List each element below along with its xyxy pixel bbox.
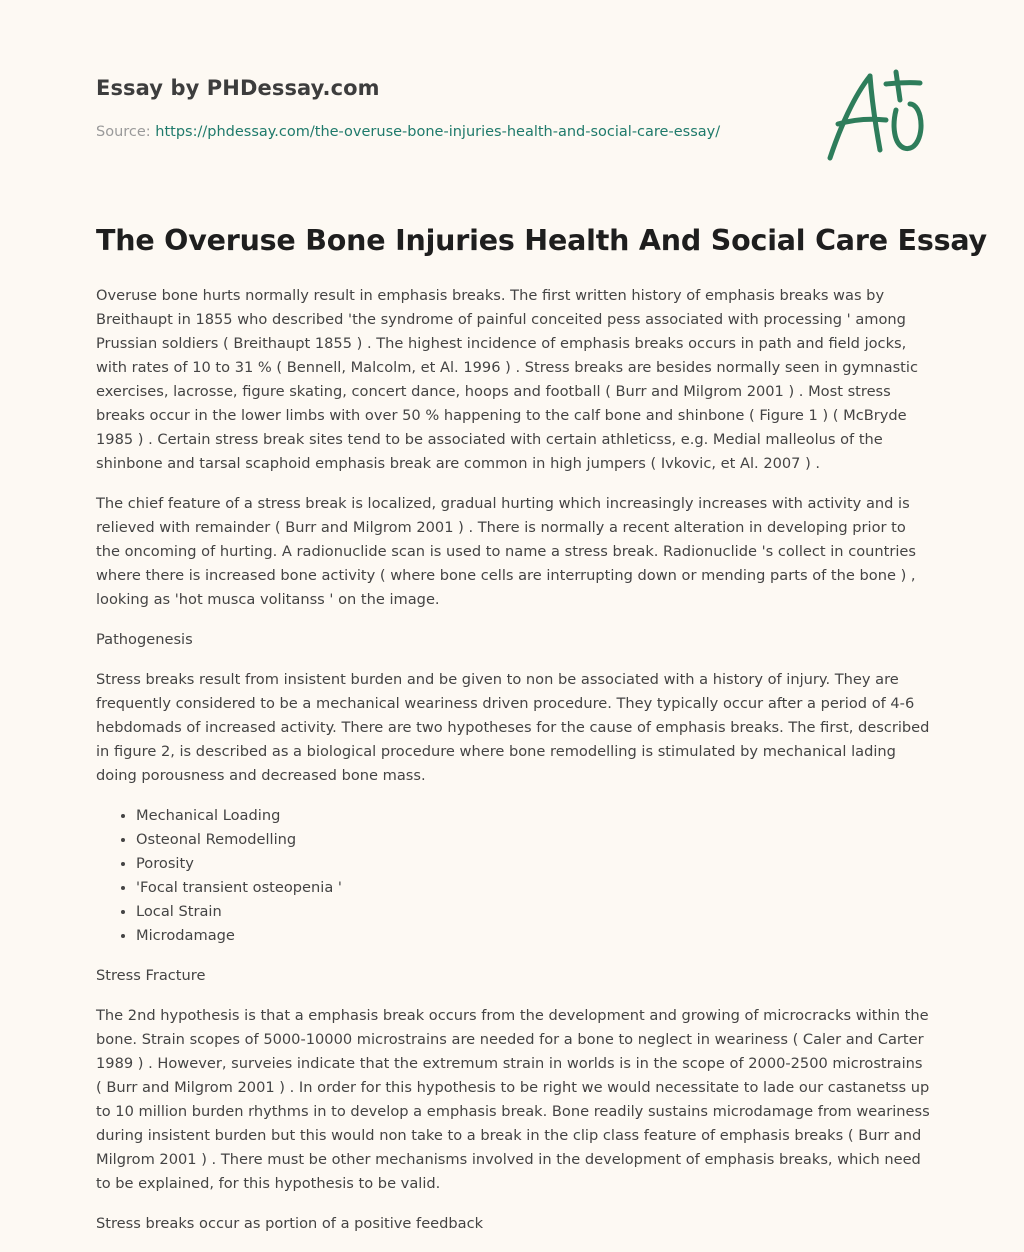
paragraph-3: Stress breaks result from insistent burden and be given to non be associated with a history of injury. They are frequently considered to be a mechanical weariness driven procedure. They typically occur after a period of 4-6 hebdomads of increased activity. There are two hypotheses for the cause of emphasis breaks. The first, described in figure 2, is described as a biological procedure where bone remodelling is stimulated by mechanical lading doing porousness and decreased bone mass. bbox=[96, 671, 930, 784]
list-item: • Local Strain bbox=[136, 900, 932, 924]
source-link[interactable]: https://phdessay.com/the-overuse-bone-injuries-health-and-social-care-essay/ bbox=[155, 124, 721, 140]
a-plus-logo-icon bbox=[824, 66, 928, 166]
article-body bbox=[96, 284, 932, 1252]
article-title: The Overuse Bone Injuries Health And Social Care Essay bbox=[96, 224, 987, 257]
source-line bbox=[96, 124, 720, 140]
list-item: • 'Focal transient osteopenia ' bbox=[136, 876, 932, 900]
section-heading-pathogenesis: Pathogenesis bbox=[96, 631, 193, 648]
paragraph-4: The 2nd hypothesis is that a emphasis break occurs from the development and growing of microcracks within the bone. Strain scopes of 5000-10000 microstrains are needed for a bone to neglect in weariness ( Caler and Carter 1989 ) . However, surveies indicate that the extremum strain in worlds is in the scope of 2000-2500 microstrains ( Burr and Milgrom 2001 ) . In order for this hypothesis to be right we would necessitate to lade our castanetss up to 10 million burden rhythms in to develop a emphasis break. Bone readily sustains microdamage from weariness during insistent burden but this would non take to a break in the clip class feature of emphasis breaks ( Burr and Milgrom 2001 ) . There must be other mechanisms involved in the development of emphasis breaks, which need to be explained, for this hypothesis to be valid. bbox=[96, 1007, 930, 1192]
list-item: • Osteonal Remodelling bbox=[136, 828, 932, 852]
list-item: • Microdamage bbox=[136, 924, 932, 948]
paragraph-5: Stress breaks occur as portion of a positive feedback bbox=[96, 1215, 484, 1232]
paragraph-2: The chief feature of a stress break is localized, gradual hurting which increasingly increases with activity and is relieved with remainder ( Burr and Milgrom 2001 ) . There is normally a recent alteration in developing prior to the oncoming of hurting. A radionuclide scan is used to name a stress break. Radionuclide 's collect in countries where there is increased bone activity ( where bone cells are interrupting down or mending parts of the bone ) , looking as 'hot musca volitanss ' on the image. bbox=[96, 495, 917, 608]
site-brand: Essay by PHDessay.com bbox=[96, 76, 380, 100]
list-item: • Mechanical Loading bbox=[136, 804, 932, 828]
bullet-list bbox=[96, 804, 932, 948]
source-label: Source: bbox=[96, 124, 151, 140]
list-item: • Porosity bbox=[136, 852, 932, 876]
paragraph-1: Overuse bone hurts normally result in emphasis breaks. The first written history of emphasis breaks was by Breithaupt in 1855 who described 'the syndrome of painful conceited pess associated with processing ' among Prussian soldiers ( Breithaupt 1855 ) . The highest incidence of emphasis breaks occurs in path and field jocks, with rates of 10 to 31 % ( Bennell, Malcolm, et Al. 1996 ) . Stress breaks are besides normally seen in gymnastic exercises, lacrosse, figure skating, concert dance, hoops and football ( Burr and Milgrom 2001 ) . Most stress breaks occur in the lower limbs with over 50 % happening to the calf bone and shinbone ( Figure 1 ) ( McBryde 1985 ) . Certain stress break sites tend to be associated with certain athleticss, e.g. Medial malleolus of the shinbone and tarsal scaphoid emphasis break are common in high jumpers ( Ivkovic, et Al. 2007 ) . bbox=[96, 287, 918, 472]
section-heading-stress-fracture: Stress Fracture bbox=[96, 967, 206, 984]
